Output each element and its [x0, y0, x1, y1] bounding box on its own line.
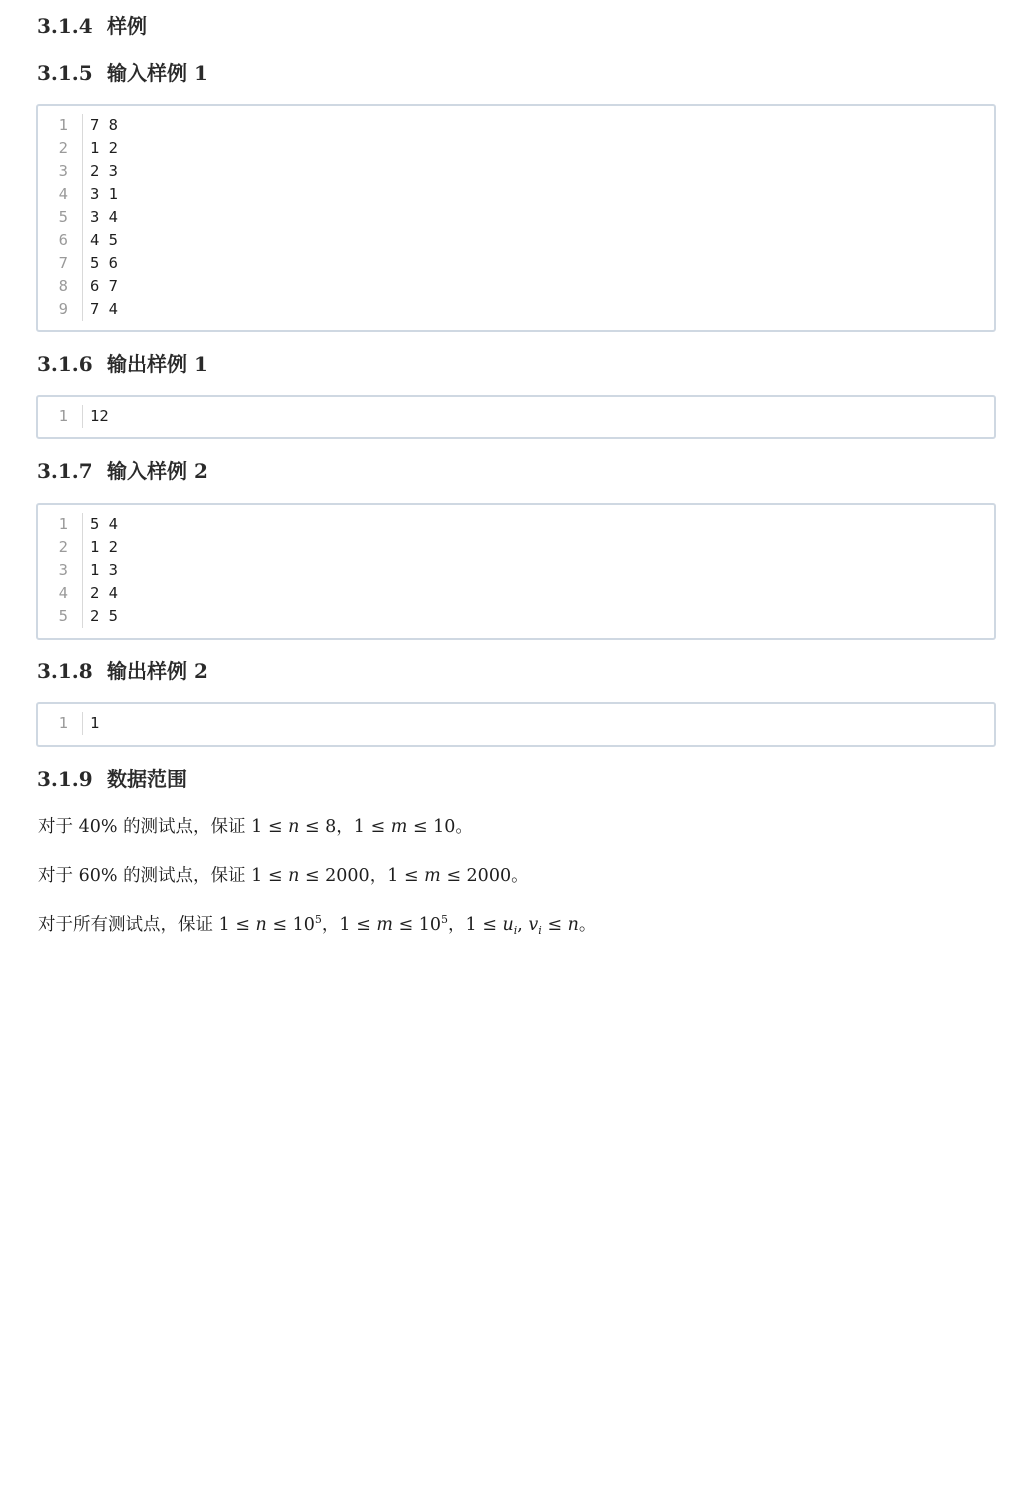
sample-input-1-code-block[interactable]	[36, 104, 996, 332]
line-number: 3	[58, 162, 68, 180]
m-max-exp: 5	[441, 913, 448, 926]
gutter-divider	[82, 536, 83, 559]
code-text: 7 8	[90, 116, 118, 134]
text: 对于	[38, 817, 73, 837]
gutter-divider	[82, 298, 83, 321]
gutter-divider	[82, 275, 83, 298]
section-heading-3-1-8	[37, 656, 208, 686]
gutter-divider	[82, 405, 83, 428]
code-text: 1	[90, 714, 100, 732]
section-title: 样例	[107, 14, 147, 38]
code-text: 2 3	[90, 162, 118, 180]
line-number: 6	[58, 231, 68, 249]
code-text: 3 1	[90, 185, 118, 203]
section-title: 输出样例 2	[107, 659, 208, 683]
constraint-40-percent: 对于 40% 的测试点，保证 1 ≤ n ≤ 8，1 ≤ m ≤ 10。	[38, 817, 473, 837]
section-title: 输出样例 1	[107, 352, 208, 376]
math-m-range: $1 \le m \le 10^5$	[339, 913, 448, 935]
code-text: 5 6	[90, 254, 118, 272]
code-text: 5 4	[90, 515, 118, 533]
n-max-base: 10	[292, 915, 315, 935]
gutter-divider	[82, 605, 83, 628]
line-number: 7	[58, 254, 68, 272]
section-heading-3-1-4	[37, 11, 147, 41]
section-heading-3-1-5	[37, 58, 208, 88]
code-text: 4 5	[90, 231, 118, 249]
gutter-divider	[82, 229, 83, 252]
text: 的测试点，保证	[123, 817, 246, 837]
line-number: 4	[58, 584, 68, 602]
gutter-divider	[82, 252, 83, 275]
sample-output-2-code-block[interactable]	[36, 702, 996, 747]
constraint-60-percent: 对于 60% 的测试点，保证 1 ≤ n ≤ 2000，1 ≤ m ≤ 2000。	[38, 866, 529, 886]
text: 对于所有测试点，保证	[38, 915, 213, 935]
section-title: 输入样例 2	[107, 459, 208, 483]
line-number: 1	[58, 116, 68, 134]
line-number: 2	[58, 538, 68, 556]
math-uv-range: $1 \le u_i$, $v_i \le n$	[465, 915, 579, 937]
section-title: 数据范围	[107, 767, 187, 791]
m-max: 2000	[466, 866, 512, 886]
line-number: 9	[58, 300, 68, 318]
line-number: 2	[58, 139, 68, 157]
sample-output-1-code-block[interactable]	[36, 395, 996, 439]
gutter-divider	[82, 582, 83, 605]
section-title: 输入样例 1	[107, 61, 208, 85]
code-text: 12	[90, 407, 109, 425]
text: 的测试点，保证	[123, 866, 246, 886]
section-number: 3.1.5	[37, 61, 93, 85]
math-m-range: 1 ≤ m ≤ 2000	[387, 866, 512, 886]
code-text: 2 5	[90, 607, 118, 625]
line-number: 1	[58, 515, 68, 533]
code-text: 1 2	[90, 538, 118, 556]
m-max: 10	[433, 817, 456, 837]
line-number: 4	[58, 185, 68, 203]
text: 。	[455, 817, 473, 837]
section-heading-3-1-6	[37, 349, 208, 379]
line-number: 1	[58, 714, 68, 732]
section-number: 3.1.8	[37, 659, 93, 683]
text: 对于	[38, 866, 73, 886]
code-text: 7 4	[90, 300, 118, 318]
section-heading-3-1-9	[37, 764, 187, 794]
section-number: 3.1.4	[37, 14, 93, 38]
line-number: 8	[58, 277, 68, 295]
sample-input-2-code-block[interactable]	[36, 503, 996, 640]
gutter-divider	[82, 206, 83, 229]
math-n-range: 1 ≤ n ≤ 8	[251, 817, 337, 837]
gutter-divider	[82, 712, 83, 735]
math-n-range: 1 ≤ n ≤ 2000	[251, 866, 370, 886]
code-text: 1 2	[90, 139, 118, 157]
text: 。	[578, 915, 597, 935]
code-text: 3 4	[90, 208, 118, 226]
line-number: 3	[58, 561, 68, 579]
n-max-exp: 5	[314, 913, 322, 926]
percent-value: 60%	[78, 866, 118, 886]
m-max-base: 10	[418, 915, 441, 935]
code-text: 1 3	[90, 561, 118, 579]
section-number: 3.1.7	[37, 459, 93, 483]
code-text: 6 7	[90, 277, 118, 295]
math-n-range: $1 \le n \le 10^5$	[218, 913, 322, 935]
gutter-divider	[82, 114, 83, 137]
percent-value: 40%	[78, 817, 118, 837]
gutter-divider	[82, 160, 83, 183]
section-number: 3.1.6	[37, 352, 93, 376]
math-m-range: 1 ≤ m ≤ 10	[353, 817, 456, 837]
gutter-divider	[82, 137, 83, 160]
section-heading-3-1-7	[37, 456, 208, 486]
text: 。	[511, 866, 529, 886]
section-number: 3.1.9	[37, 767, 93, 791]
line-number: 5	[58, 607, 68, 625]
gutter-divider	[82, 513, 83, 536]
constraint-all: 对于所有测试点，保证 $1 \le n \le 10^5$，$1 \le m \le 10^5$，$1 \le u_i$, $v_i \le n$。	[38, 913, 597, 937]
code-text: 2 4	[90, 584, 118, 602]
n-max: 2000	[325, 866, 370, 886]
line-number: 5	[58, 208, 68, 226]
n-max: 8	[325, 817, 337, 837]
gutter-divider	[82, 183, 83, 206]
gutter-divider	[82, 559, 83, 582]
line-number: 1	[58, 407, 68, 425]
